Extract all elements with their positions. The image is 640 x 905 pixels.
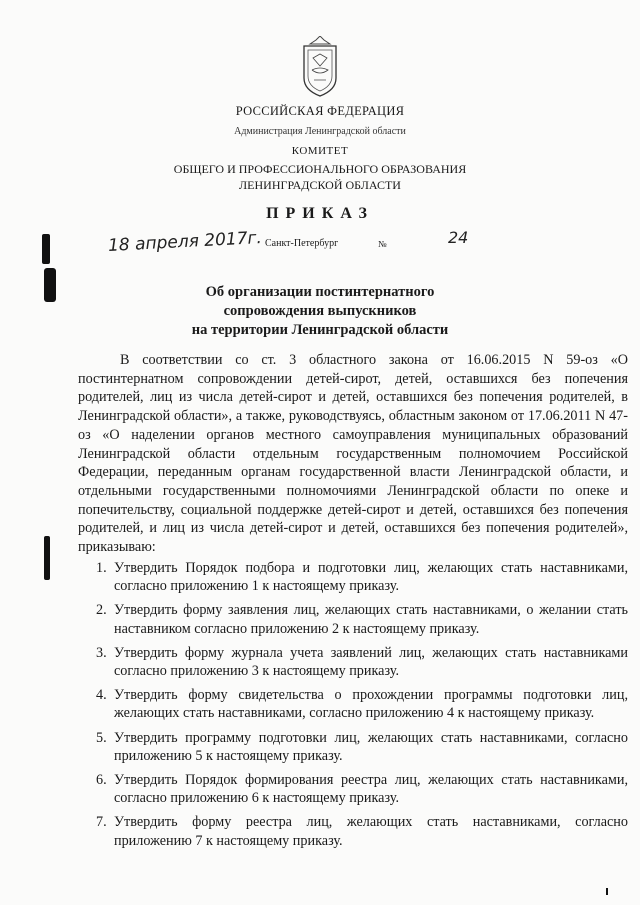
order-items-list (78, 559, 628, 856)
order-item (78, 601, 628, 637)
handwritten-number: 24 (448, 228, 469, 247)
number-label: № (378, 239, 387, 249)
order-item (78, 686, 628, 722)
header-committee: КОМИТЕТ (291, 145, 349, 157)
header-committee-full-2: ЛЕНИНГРАДСКОЙ ОБЛАСТИ (239, 178, 401, 192)
order-item-number: 5. (96, 729, 107, 746)
subject-line-1: Об организации постинтернатного (205, 284, 435, 300)
subject-line-2: сопровождения выпускников (223, 303, 417, 319)
header-country: РОССИЙСКАЯ ФЕДЕРАЦИЯ (235, 104, 405, 118)
order-item (78, 813, 628, 849)
order-item-text: Утвердить форму журнала учета заявлений лиц, желающих стать наставниками согласно приложению 3 к настоящему приказу. (114, 644, 628, 680)
document-subject (0, 283, 640, 340)
scan-mark (606, 888, 608, 895)
order-item-number: 2. (96, 602, 107, 619)
order-item-text: Утвердить Порядок формирования реестра лиц, желающих стать наставниками, согласно приложению 6 к настоящему приказу. (114, 772, 628, 807)
date-number-line (107, 227, 528, 258)
scan-mark (44, 536, 50, 580)
order-item (78, 559, 628, 595)
header-administration: Администрация Ленинградской области (234, 126, 406, 137)
order-item-text: Утвердить форму заявления лиц, желающих стать наставниками, о желании стать наставником согласно приложению 2 к настоящему приказу. (114, 602, 628, 637)
order-item-text: Утвердить форму реестра лиц, желающих стать наставниками, согласно приложению 7 к настоящему приказу. (114, 814, 628, 849)
header-committee-full-1: ОБЩЕГО И ПРОФЕССИОНАЛЬНОГО ОБРАЗОВАНИЯ (173, 162, 467, 176)
scan-mark (42, 234, 50, 264)
preamble-paragraph: В соответствии со ст. 3 областного закона от 16.06.2015 N 59-оз «О постинтернатном сопровождении детей-сирот, детей, оставшихся без попечения родителей, лиц из числа детей-сирот и детей, оставшихся без попечения родителей, в Ленинградской области», а также, руководствуясь, областным законом от 17.06.2011 N 47-оз «О наделении органов местного самоуправления муниципальных образований Ленинградской области отдельным государственным полномочием Российской Федерации, переданным органам государственной власти Ленинградской области, и отдельными государственными полномочиями Ленинградской области по опеке и попечительству, социальной поддержке детей-сирот и детей, оставшихся без попечения родителей, и лиц из числа детей-сирот и детей, оставшихся без попечения родителей», приказываю: (78, 352, 628, 556)
order-item-number: 1. (96, 560, 107, 576)
scan-mark (44, 268, 56, 302)
subject-line-3: на территории Ленинградской области (191, 322, 449, 338)
order-item-text: Утвердить Порядок подбора и подготовки лиц, желающих стать наставниками, согласно приложению 1 к настоящему приказу. (114, 560, 628, 595)
city-label: Санкт-Петербург (265, 238, 339, 249)
order-item-number: 4. (96, 687, 107, 704)
order-item-number: 7. (96, 814, 107, 831)
handwritten-date: 18 апреля 2017г. (107, 227, 263, 257)
order-item-number: 6. (96, 772, 107, 789)
order-item-text: Утвердить программу подготовки лиц, желающих стать наставниками, согласно приложению 5 к настоящему приказу. (114, 729, 628, 764)
order-item (78, 771, 628, 807)
document-body (78, 351, 628, 557)
order-item (78, 644, 628, 680)
document-type-title: ПРИКАЗ (266, 205, 374, 222)
coat-of-arms-icon (300, 36, 340, 98)
order-item-text: Утвердить форму свидетельства о прохождении программы подготовки лиц, желающих стать наставниками, согласно приложению 4 к настоящему приказу. (114, 687, 628, 722)
order-item-number: 3. (96, 644, 107, 661)
order-item (78, 729, 628, 765)
